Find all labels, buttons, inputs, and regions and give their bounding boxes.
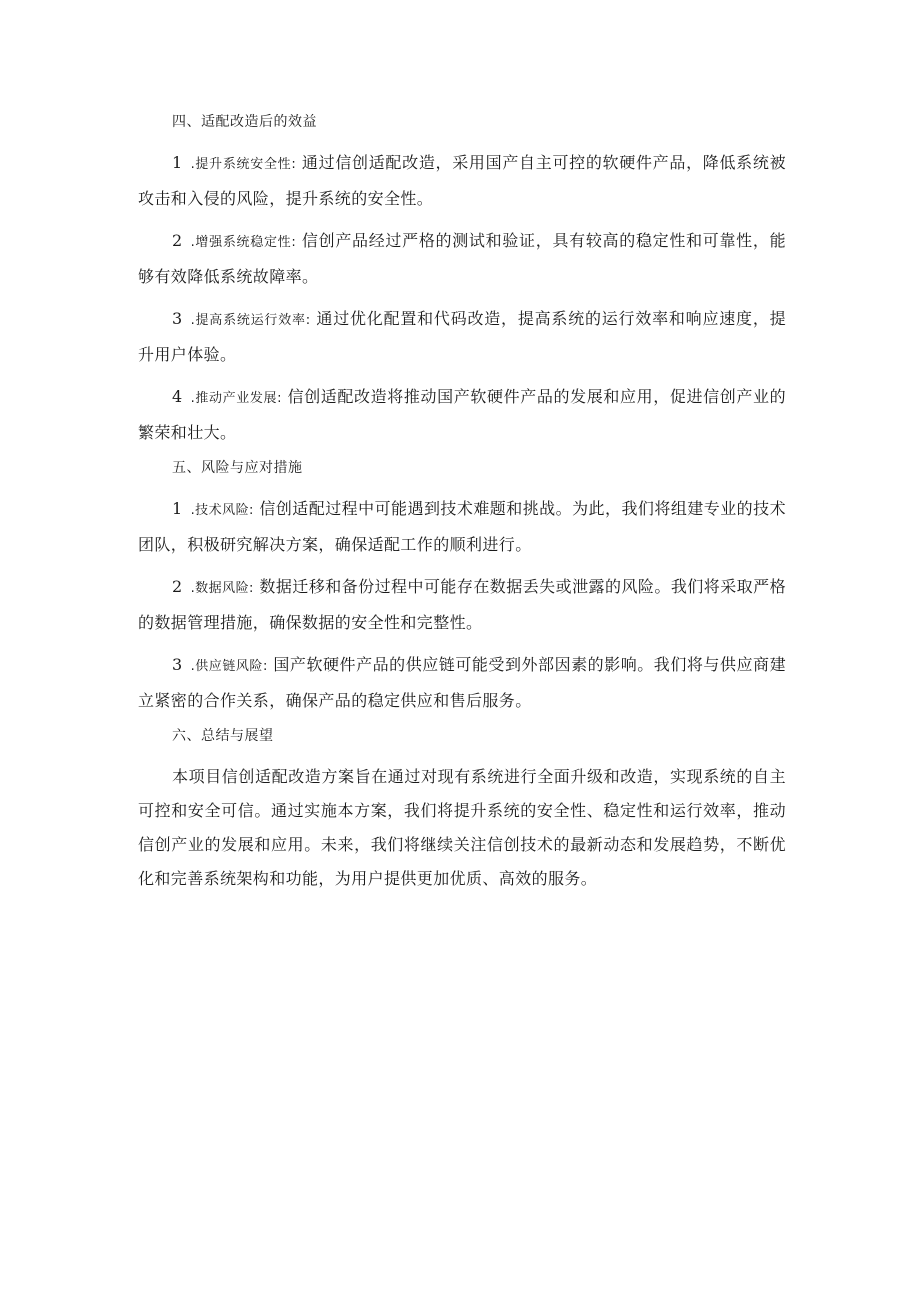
- item-label: .推动产业发展:: [190, 391, 282, 406]
- item-text: 信创适配过程中可能遇到技术难题和挑战。为此，我们将组建专业的技术团队，积极研究解决方案，确保适配工作的顺利进行。: [138, 499, 786, 554]
- item-label: .供应链风险:: [190, 659, 268, 674]
- list-item: [138, 146, 786, 216]
- item-number: 1: [172, 499, 183, 518]
- summary-paragraph: 本项目信创适配改造方案旨在通过对现有系统进行全面升级和改造，实现系统的自主可控和安全可信。通过实施本方案，我们将提升系统的安全性、稳定性和运行效率，推动信创产业的发展和应用。未来，我们将继续关注信创技术的最新动态和发展趋势，不断优化和完善系统架构和功能，为用户提供更加优质、高效的服务。: [138, 767, 786, 888]
- item-label: .数据风险:: [190, 581, 254, 596]
- item-text: 信创适配改造将推动国产软硬件产品的发展和应用，促进信创产业的繁荣和壮大。: [138, 387, 786, 442]
- item-text: 信创产品经过严格的测试和验证，具有较高的稳定性和可靠性，能够有效降低系统故障率。: [138, 231, 786, 286]
- list-item: [138, 570, 786, 640]
- section-heading: 四、适配改造后的效益: [172, 114, 317, 130]
- item-number: 1: [172, 153, 183, 172]
- section-heading: 六、总结与展望: [172, 728, 274, 744]
- item-text: 通过优化配置和代码改造，提高系统的运行效率和响应速度，提升用户体验。: [138, 309, 786, 364]
- section-heading: 五、风险与应对措施: [172, 460, 303, 476]
- item-label: .技术风险:: [190, 503, 254, 518]
- list-item: [138, 380, 786, 450]
- list-item: [138, 224, 786, 294]
- item-label: .提高系统运行效率:: [190, 313, 311, 328]
- item-number: 4: [172, 387, 183, 406]
- item-text: 国产软硬件产品的供应链可能受到外部因素的影响。我们将与供应商建立紧密的合作关系，确保产品的稳定供应和售后服务。: [138, 655, 786, 710]
- list-item: [138, 492, 786, 562]
- document-body: [138, 112, 786, 904]
- item-text: 通过信创适配改造，采用国产自主可控的软硬件产品，降低系统被攻击和入侵的风险，提升系统的安全性。: [138, 153, 786, 208]
- section-benefits: [138, 112, 786, 450]
- item-number: 3: [172, 655, 183, 674]
- section-summary: [138, 726, 786, 896]
- list-item: [138, 648, 786, 718]
- item-label: .增强系统稳定性:: [190, 235, 297, 250]
- item-number: 2: [172, 577, 183, 596]
- item-text: 数据迁移和备份过程中可能存在数据丢失或泄露的风险。我们将采取严格的数据管理措施，确保数据的安全性和完整性。: [138, 577, 786, 632]
- item-number: 2: [172, 231, 183, 250]
- item-label: .提升系统安全性:: [190, 157, 297, 172]
- item-number: 3: [172, 309, 183, 328]
- section-risks: [138, 458, 786, 718]
- list-item: [138, 302, 786, 372]
